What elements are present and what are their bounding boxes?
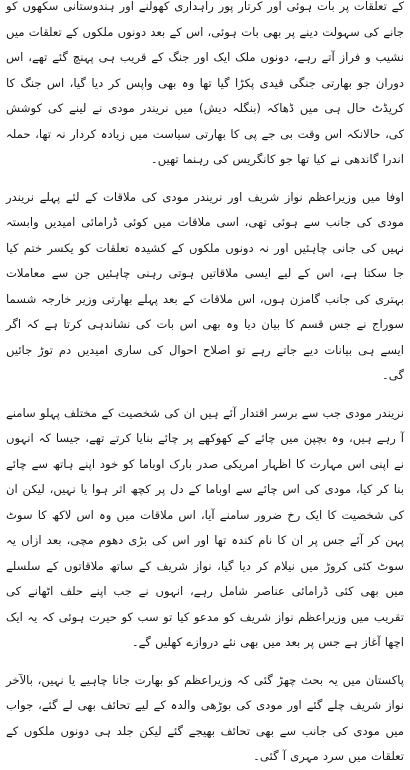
paragraph: اوفا میں وزیراعظم نواز شریف اور نریندر مودی کی ملاقات کے لئے پہلے نریندر مودی کی جانب سے ہوئی تھی، اسی ملاقات میں کوئی ڈرامائی امیدیں وابستہ نہیں کی جانی چاہئیں اور نہ دونوں ملکوں کے کشیدہ تعلقات کو یکسر ختم کیا جا سکتا ہے، اس کے لیے ایسی ملاقاتیں ہوتی رہنی چاہئیں جن سے معاملات بہتری کی جانب گامزن ہوں، اس ملاقات کے بعد پہلے بھارتی وزیر خارجہ شسما سوراج نے جس قسم کا بیان دیا وہ بھی اس بات کی نشاندہی کرتا ہے کہ اگر ایسے ہی بیانات دیے جاتے رہے تو اصلاح احوال کی ساری امیدیں دم توڑ جائیں گی۔ (6, 189, 404, 382)
article-body (6, 0, 404, 770)
paragraph: نریندر مودی جب سے برسر اقتدار آئے ہیں ان کی شخصیت کے مختلف پہلو سامنے آ رہے ہیں، وہ بچپن میں چائے کے کھوکھے پر چائے بنایا کرتے تھے، جیسا کہ انہوں نے اپنی اس مہارت کا اظہار امریکی صدر بارک اوباما کو خود اپنے ہاتھ سے چائے بنا کر کیا، مودی کی اس چائے سے اوباما کے دل پر کچھ اثر ہوا یا نہیں، لیکن ان کی شخصیت کا ایک رخ ضرور سامنے آیا، اس ملاقات میں وہ اس لاکھ کا سوٹ پہن کر آئے جس پر ان کا نام کندہ تھا اور اس کی بڑی دھوم مچی، بعد ازاں یہ سوٹ کئی کروڑ میں نیلام کر دیا گیا، نواز شریف کے ساتھ ملاقاتوں کے سلسلے میں بھی کئی ڈرامائی عناصر شامل رہے، انہوں نے جب اپنے حلف اٹھانے کی تقریب میں وزیراعظم نواز شریف کو مدعو کیا تو سب کو حیرت ہوئی کہ یہ ایک اچھا آغاز ہے جس پر بعد میں بھی نئے دروازے کھلیں گے۔ (6, 405, 404, 649)
paragraph: پاکستان میں یہ بحث چھڑ گئی کہ وزیراعظم کو بھارت جانا چاہیے یا نہیں، بالآخر نواز شریف چلے گئے اور مودی کی بوڑھی والدہ کے لیے تحائف بھی لے گئے، جواب میں مودی کی جانب سے بھی تحائف بھیجے گئے لیکن جلد ہی دونوں ملکوں کے تعلقات میں سرد مہری آ گئی۔ (6, 672, 404, 763)
paragraph: کے تعلقات پر بات ہوئی اور کرتار پور راہداری کھولنے اور ہندوستانی سکھوں کو جانے کی سہولت دینے پر بھی بات ہوئی، اس کے بعد دونوں ملکوں کے تعلقات میں نشیب و فراز آتے رہے، دونوں ملک ایک اور جنگ کے قریب ہی پہنچ گئے تھے، اس دوران جو بھارتی جنگی قیدی پکڑا گیا تھا وہ بھی واپس کر دیا گیا، اس جنگ کا کریڈٹ حال ہی میں ڈھاکہ (بنگلہ دیش) میں نریندر مودی نے لینے کی کوشش کی، حالانکہ اس وقت بی جے پی کا بھارتی سیاست میں زیادہ کردار نہ تھا، حملہ اندرا گاندھی نے کیا تھا جو کانگریس کی رہنما تھیں۔ (6, 0, 404, 166)
page (6, 0, 404, 763)
